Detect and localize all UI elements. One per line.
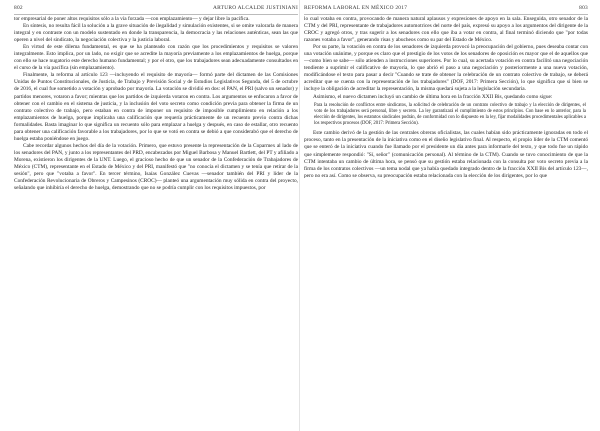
- paragraph: En síntesis, no resulta fácil la solución a la grave situación de ilegalidad y simulación existentes, si se omite valorarla de manera integral y en contraste con un modelo sustentado en donde la transparencia, la democracia y las relaciones auténticas, sean las que operen a nivel del sindicato, la negociación colectiva y la justicia laboral.: [14, 23, 298, 44]
- right-page-number: 803: [579, 5, 588, 11]
- left-page-number: 802: [14, 5, 23, 11]
- paragraph: tor empresarial de poner altos requisitos sólo a la vía forzada —con emplazamiento— y dejar libre la pacífica.: [14, 16, 250, 22]
- left-running-title: ARTURO ALCALDE JUSTINIANI: [213, 5, 298, 11]
- right-running-title: REFORMA LABORAL EN MÉXICO 2017: [304, 5, 408, 11]
- right-page-body: [304, 16, 588, 431]
- right-page: [304, 0, 588, 431]
- paragraph: En virtud de este dilema fundamental, es que se ha planteado con razón que los procedimientos y requisitos se valoren integralmente. Esto implica, por un lado, no exigir que se acredite la mayoría previamente a los emplazamientos de huelga, porque con ello se hace nugatorio este derecho humano fundamental; y por el otro, que los trabajadores sean adecuadamente consultados en el curso de la vía pacífica (sin emplazamiento).: [14, 44, 298, 72]
- left-page-header: [14, 3, 298, 15]
- paragraph: Por su parte, la votación en contra de los senadores de izquierda provocó la preocupación del gobierno, pues deseaba contar con una votación unánime, y porque es claro que el prestigio de los votos de los senadores de oposición es mayor que el de aquellos que —como bien se sabe— sólo atienden a instrucciones superiores. Por lo cual, su acertada votación en contra facilitó una negociación tendiente a suprimir el calificativo de mayoría, lo que abrió el paso a una negociación y posteriormente a una nueva votación, modificándose el texto para pasar a decir "Cuando se trate de obtener la celebración de un contrato colectivo de trabajo, se deberá acreditar que se cuenta con la representación de los trabajadores" (DOF, 2017: Primera Sección), lo que significa que si bien se incluye la obligación de acreditar la representación, la misma quedará sujeta a la legislación secundaria.: [304, 44, 588, 93]
- right-page-header: [304, 3, 588, 15]
- left-page: [14, 0, 298, 431]
- paragraph: lo cual votaba en contra, provocando de manera natural aplausos y expresiones de apoyo en la sala. Enseguida, otro senador de la CTM y del PRI, representante de trabajadores automotrices del norte del país, expresó su apoyo a los argumentos del dirigente de la CROC y agregó otros, y tras sugerir a los senadores con ello que iba a votar en contra, al final terminó diciendo que "por todas razones votaba a favor", generando risas y abucheos como su par del Estado de México.: [304, 16, 588, 44]
- paragraph: Este cambio derivó de la gestión de las centrales obreras oficialistas, las cuales habían sido prácticamente ignoradas en todo el proceso, tanto en la presentación de la iniciativa como en el diseño legislativo final. Al respecto, el propio líder de la CTM comentó que se enteró de la iniciativa cuando fue llamado por el presidente un día antes para informarle del texto, y que todo fue un rápido que simplemente respondió: "Sí, señor" (comunicación personal). Al término de la CTM). Cuando se tuvo conocimiento de que la CTM intentaba un cambio de última hora, se pensó que su gestión estaba relacionada con la consulta por voto secreto previa a la firma de los contratos colectivos —un tema nodal que ya había quedado integrado dentro de la fracción XXII Bis del artículo 123—, pero no era así. Como se observa, su preocupación estaba relacionada con la elección de los dirigentes, por lo que: [304, 130, 588, 179]
- block-quote: Para la resolución de conflictos entre sindicatos, la solicitud de celebración de un contrato colectivo de trabajo y la elección de dirigentes, el voto de los trabajadores será personal, libre y secreto. La ley garantizará el cumplimiento de estos principios. Con base en lo anterior, para la elección de dirigentes, los estatutos sindicales podrán, de conformidad con lo dispuesto en la ley, fijar modalidades procedimentales aplicables a los respectivos procesos (DOF, 2017: Primera Sección).: [314, 102, 586, 127]
- paragraph: Finalmente, la reforma al artículo 123 —incluyendo el requisito de mayoría— formó parte del dictamen de las Comisiones Unidas de Puntos Constitucionales, de Justicia, de Trabajo y Previsión Social y de Estudios Legislativos Segunda, del 5 de octubre de 2016, el cual fue sometido a votación y aprobado por mayoría. La votación se dividió en dos: el PAN, el PRI (salvo un senador) y partidos menores, votaron a favor; mientras que los partidos de izquierda votaron en contra. Los argumentos se enfocaron a favor de obtener con el cambio en el sistema de justicia, y la inclusión del voto secreto como condición previa para obtener la firma de un contrato colectivo de trabajo, pero estaban en contra de imponer un requisito de imposible cumplimiento en relación a los emplazamientos de huelga, porque implicaba una calificación que requería prácticamente de un recuento previo contra dichas formalidades. Basta imaginar lo que significa un recuento sólo para emplazar a huelga y después, en caso de estallar, otro recuento para obtener una calificación favorable a los trabajadores, por lo que se votó en contra se debió a que considerabó que el derecho de huelga estaba poniéndose en juego.: [14, 72, 298, 142]
- paragraph: Cabe recordar algunos hechos del día de la votación. Primero, que estuvo presente la representación de la Coparmex al lado de los senadores del PAN, y junto a los representantes del PRD, encabezados por Miguel Barbosa y Manuel Bartlett, del PT y afiliado a Morena, existieron los dirigentes de la UNT. Luego, el gracioso hecho de que un senador de la Confederación de Trabajadores de México (CTM), representante en el Estado de México y del PRI, manifestó que "no conocía el dictamen y se tenía que retirar de la sesión", pero que "votaba a favor". En tercer término, Isaías González Cuevas —senador también del PRI y líder de la Confederación Revolucionaria de Obreros y Campesinos (CROC)— planteó una argumentación muy sólida en contra del proyecto, señalando que inhibiría el derecho de huelga, demostrando que no se podría cumplir con los requisitos impuestos, por: [14, 142, 298, 192]
- page-gutter: [299, 0, 300, 431]
- left-page-body: [14, 16, 298, 431]
- paragraph: Asimismo, el nuevo dictamen incluyó un cambio de última hora en la fracción XXII Bis, quedando como sigue:: [313, 93, 553, 100]
